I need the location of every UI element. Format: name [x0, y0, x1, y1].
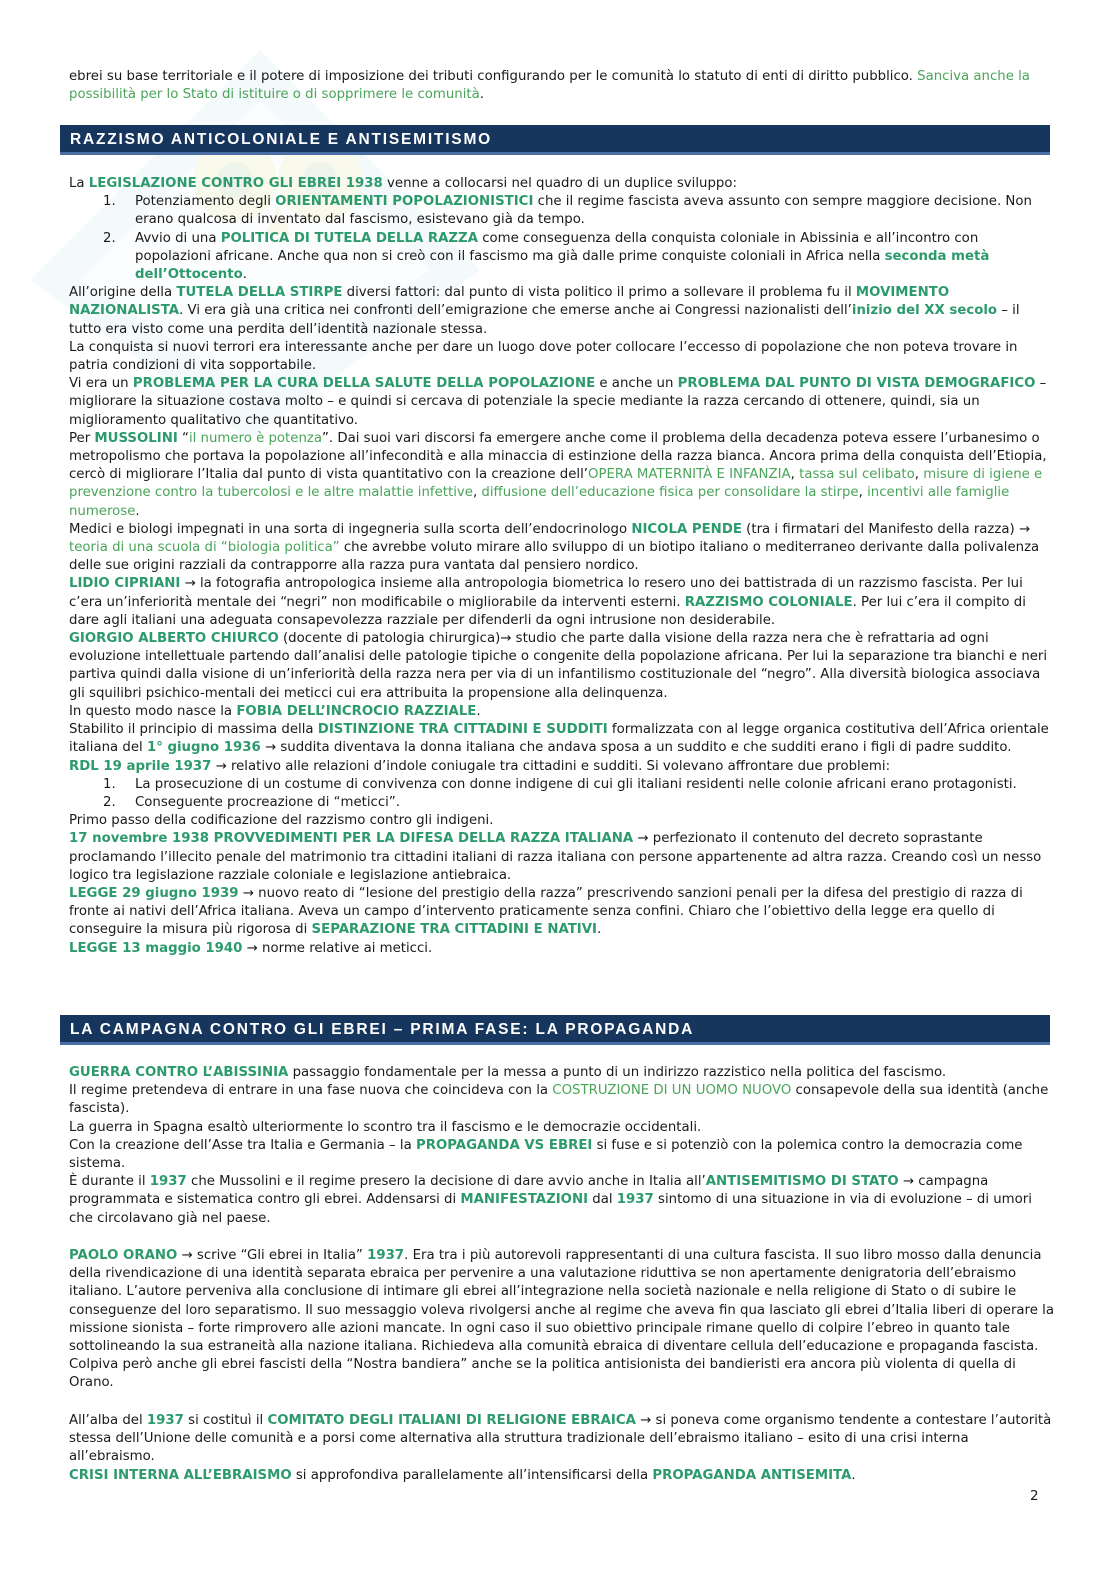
list-item: 1. La prosecuzione di un costume di convivenza con donne indigene di cui gli italiani residenti nelle colonie africani erano protagonisti. [103, 776, 1017, 792]
intro-text: ebrei su base territoriale e il potere di imposizione dei tributi configurando per le comunità lo statuto di enti di diritto pubblico. Sanciva anche la possibilità per lo Stato di istituire o di sopprimere le comunità. [69, 69, 1030, 103]
paragraph: Il regime pretendeva di entrare in una fase nuova che coincideva con la COSTRUZIONE DI UN UOMO NUOVO consapevole della sua identità (anche fascista). [69, 1083, 1049, 1117]
section-body-razzismo [69, 175, 1054, 958]
intro-paragraph [69, 68, 1054, 104]
paragraph-comitato [69, 1412, 1054, 1485]
paragraph: GIORGIO ALBERTO CHIURCO (docente di patologia chirurgica)→ studio che parte dalla visione della razza nera che è refrattaria ad ogni evoluzione intellettuale partendo dall’analisi delle patologie tipiche o congenite della popolazione africana. Per lui la separazione tra bianchi e neri partiva quindi dalla visione di un’inferiorità della razza nera per via di un infantilismo costituzionale del “negro”. Alla diversità biologica associava gli squilibri psichico-mentali dei meticci cui era attribuita la propensione alla delinquenza. [69, 631, 1048, 701]
section-heading-campagna: LA CAMPAGNA CONTRO GLI EBREI – PRIMA FASE: LA PROPAGANDA [60, 1015, 1050, 1045]
paragraph: LEGGE 29 giugno 1939 → nuovo reato di “lesione del prestigio della razza” prescrivendo sanzioni penali per la difesa del prestigio di razza di fronte ai nativi dell’Africa italiana. Aveva un campo d’intervento praticamente senza confini. Chiaro che l’obiettivo della legge era quello di conseguire la misura più rigorosa di SEPARAZIONE TRA CITTADINI E NATIVI. [69, 885, 1023, 938]
list-item: 2. Conseguente procreazione di “meticci”. [103, 794, 400, 810]
paragraph: All’alba del 1937 si costituì il COMITATO DEGLI ITALIANI DI RELIGIONE EBRAICA → si poneva come organismo tendente a contestare l’autorità stessa dell’Unione delle comunità e a porsi come alternativa alla struttura tradizionale dell’ebraismo italiano – esito di una crisi interna all’ebraismo. [69, 1413, 1052, 1465]
paragraph: All’origine della TUTELA DELLA STIRPE diversi fattori: dal punto di vista politico il primo a sollevare il problema fu il MOVIMENTO NAZIONALISTA. Vi era già una critica nei confronti dell’emigrazione che emerse anche ai Congressi nazionalisti dell’inizio del XX secolo – il tutto era visto come una perdita dell’identità nazionale stessa. [69, 285, 1020, 337]
list-item: 1. Potenziamento degli ORIENTAMENTI POPOLAZIONISTICI che il regime fascista aveva assunto con sempre maggiore decisione. Non erano qualcosa di inventato dal fascismo, esistevano già da tempo. [103, 194, 1032, 228]
paragraph: CRISI INTERNA ALL’EBRAISMO si approfondiva parallelamente all’intensificarsi della PROPAGANDA ANTISEMITA. [69, 1467, 856, 1483]
paragraph: Per MUSSOLINI “il numero è potenza”. Dai suoi vari discorsi fa emergere anche come il problema della decadenza poteva essere l’urbanesimo o metropolismo che portava la popolazione all’infecondità e alla minaccia di estinzione della razza bianca. Ancora prima della conquista dell’Etiopia, cercò di migliorare l’Italia dal punto di vista quantitativo con la creazione dell’OPERA MATERNITÀ E INFANZIA, tassa sul celibato, misure di igiene e prevenzione contro la tubercolosi e le altre malattie infettive, diffusione dell’educazione fisica per consolidare la stirpe, incentivi alle famiglie numerose. [69, 430, 1047, 519]
paragraph: È durante il 1937 che Mussolini e il regime presero la decisione di dare avvio anche in Italia all’ANTISEMITISMO DI STATO → campagna programmata e sistematica contro gli ebrei. Addensarsi di MANIFESTAZIONI dal 1937 sintomo di una situazione in via di evoluzione – di umori che circolavano già nel paese. [69, 1174, 1032, 1226]
paragraph: RDL 19 aprile 1937 → relativo alle relazioni d’indole coniugale tra cittadini e sudditi. Si volevano affrontare due problemi: [69, 758, 891, 774]
numbered-list [69, 776, 1054, 812]
paragraph-orano [69, 1247, 1054, 1393]
paragraph: LEGGE 13 maggio 1940 → norme relative ai meticci. [69, 940, 433, 956]
paragraph: La LEGISLAZIONE CONTRO GLI EBREI 1938 venne a collocarsi nel quadro di un duplice sviluppo: [69, 176, 737, 191]
paragraph: Primo passo della codificazione del razzismo contro gli indigeni. [69, 813, 494, 829]
paragraph: Medici e biologi impegnati in una sorta di ingegneria sulla scorta dell’endocrinologo NICOLA PENDE (tra i firmatari del Manifesto della razza) → teoria di una scuola di “biologia politica” che avrebbe voluto mirare allo sviluppo di un biotipo italiano o mediterraneo derivante dalla polivalenza delle sue origini razziali da contrapporre alla razza pura vantata dal pensiero nordico. [69, 521, 1040, 574]
paragraph: La guerra in Spagna esaltò ulteriormente lo scontro tra il fascismo e le democrazie occidentali. [69, 1119, 702, 1135]
paragraph: In questo modo nasce la FOBIA DELL’INCROCIO RAZZIALE. [69, 703, 481, 719]
numbered-list [69, 193, 1054, 284]
paragraph: LIDIO CIPRIANI → la fotografia antropologica insieme alla antropologia biometrica lo resero uno dei battistrada di un razzismo fascista. Per lui c’era un’inferiorità mentale dei “negri” non modificabile o migliorabile da interventi esterni. RAZZISMO COLONIALE. Per lui c’era il compito di dare agli italiani una adeguata consapevolezza razziale per difenderli da ogni intrusione non desiderabile. [69, 576, 1026, 628]
paragraph: 17 novembre 1938 PROVVEDIMENTI PER LA DIFESA DELLA RAZZA ITALIANA → perfezionato il contenuto del decreto soprastante proclamando l’illecito penale del matrimonio tra cittadini italiani di razza italiana con persone appartenente ad altra razza. Creando così un nesso logico tra legislazione razziale coloniale e legislazione antiebraica. [69, 831, 1042, 883]
paragraph: La conquista si nuovi terrori era interessante anche per dare un luogo dove poter collocare l’eccesso di popolazione che non poteva trovare in patria condizioni di vita sopportabile. [69, 339, 1018, 374]
page-number: 2 [1030, 1488, 1039, 1504]
section-body-campagna [69, 1064, 1054, 1228]
paragraph: GUERRA CONTRO L’ABISSINIA passaggio fondamentale per la messa a punto di un indirizzo razzistico nella politica del fascismo. [69, 1065, 947, 1080]
paragraph: PAOLO ORANO → scrive “Gli ebrei in Italia” 1937. Era tra i più autorevoli rappresentanti di una cultura fascista. Il suo libro mosso dalla denuncia della rivendicazione di una identità separata ebraica per pervenire a una valutazione riduttiva se non apertamente denigratoria dell’ebraismo italiano. L’autore perveniva alla conclusione di intimare gli ebrei all’integrazione nella società nazionale e nella religione di Stato o di subire le conseguenze del loro separatismo. Il suo messaggio voleva rivolgersi anche al regime che aveva fin qua lasciato gli ebrei d’Italia liberi di operare la missione sionista – forte rimprovero alle azioni mancate. In ogni caso il suo obiettivo principale rimane quello di colpire l’ebreo in quanto tale sottolineando la sua estraneità alla nazione italiana. Richiedeva alla comunità ebraica di diventare cellula dell’educazione e propaganda fascista. Colpiva però anche gli ebrei fascisti della “Nostra bandiera” anche se la politica antisionista dei bandieristi era ancora più violenta di quella di Orano. [69, 1248, 1054, 1391]
paragraph: Con la creazione dell’Asse tra Italia e Germania – la PROPAGANDA VS EBREI si fuse e si potenziò con la polemica contro la democrazia come sistema. [69, 1137, 1023, 1172]
section-heading-razzismo: RAZZISMO ANTICOLONIALE E ANTISEMITISMO [60, 125, 1050, 155]
list-item: 2. Avvio di una POLITICA DI TUTELA DELLA RAZZA come conseguenza della conquista coloniale in Abissinia e all’incontro con popolazioni africane. Anche qua non si creò con il fascismo ma già dalle prime conquiste coloniali in Africa nella seconda metà dell’Ottocento. [103, 230, 990, 283]
paragraph: Vi era un PROBLEMA PER LA CURA DELLA SALUTE DELLA POPOLAZIONE e anche un PROBLEMA DAL PUNTO DI VISTA DEMOGRAFICO – migliorare la situazione costava molto – e quindi si cercava di potenziale la specie mediante la razza cercando di ottenere, quindi, sia un miglioramento qualitativo che quantitativo. [69, 376, 1047, 428]
paragraph: Stabilito il principio di massima della DISTINZIONE TRA CITTADINI E SUDDITI formalizzata con al legge organica costitutiva dell’Africa orientale italiana del 1° giugno 1936 → suddita diventava la donna italiana che andava sposa a un suddito e che sudditi erano i figli di padre suddito. [69, 722, 1049, 756]
